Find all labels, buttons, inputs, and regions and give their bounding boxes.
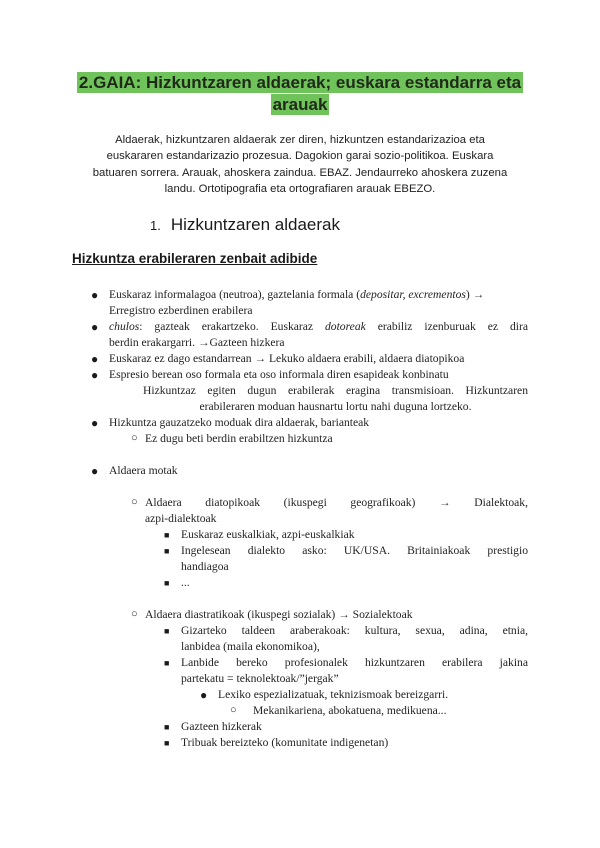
list-item-continuation: berdin erakargarri. →Gazteen hizkera <box>109 336 285 349</box>
section-title: Hizkuntzaren aldaerak <box>170 215 340 234</box>
page-title <box>60 72 540 116</box>
square-bullet-icon: ■ <box>164 530 170 540</box>
bullet-icon: ● <box>91 320 99 334</box>
title-line-2: arauak <box>272 95 328 114</box>
sub-list-item: Aldaera diatopikoak (ikuspegi geografikoak) → Dialektoak, <box>145 496 528 509</box>
sub-sub-list-item: Lanbide bereko profesionalek hizkuntzaren erabilera jakina <box>181 656 528 669</box>
intro-line: Aldaerak, hizkuntzaren aldaerak zer diren, hizkuntzen estandarizazioa eta <box>115 134 485 146</box>
sub-sub-list-item: Gazteen hizkerak <box>181 720 262 733</box>
section-heading <box>150 215 340 235</box>
square-bullet-icon: ■ <box>164 546 170 556</box>
bullet-icon: ● <box>91 352 99 366</box>
square-bullet-icon: ■ <box>164 722 170 732</box>
bullet-icon: ● <box>91 288 99 302</box>
list-item: Hizkuntza gauzatzeko moduak dira aldaerak, barianteak <box>109 416 370 429</box>
list-item-continuation: Erregistro ezberdinen erabilera <box>109 304 253 317</box>
circle-bullet-icon: ○ <box>131 608 138 620</box>
level-5-list-item: Mekanikariena, abokatuena, medikuena... <box>253 704 447 717</box>
level-4-list-item: Lexiko espezializatuak, teknizismoak bereizgarri. <box>218 688 449 701</box>
list-item: Euskaraz informalagoa (neutroa), gaztelania formala (depositar, excrementos) → <box>109 288 485 301</box>
sub-sub-list-item: Ingelesean dialekto asko: UK/USA. Britainiakoak prestigio <box>181 544 528 557</box>
sub-sub-list-item: Tribuak bereizteko (komunitate indigenetan) <box>181 736 389 749</box>
sub-list-item: Aldaera diastratikoak (ikuspegi sozialak) → Sozialektoak <box>145 608 413 621</box>
bullet-icon: ● <box>91 464 99 478</box>
list-item: Espresio berean oso formala eta oso informala diren esapideak konbinatu <box>109 368 449 381</box>
sub-sub-list-item: ... <box>181 576 190 589</box>
list-item: chulos: gazteak erakartzeko. Euskaraz dotoreak erabiliz izenburuak ez dira <box>109 320 528 333</box>
list-item: Aldaera motak <box>109 464 178 477</box>
square-bullet-icon: ■ <box>164 738 170 748</box>
intro-line: euskararen estandarizazio prozesua. Dagokion garai sozio-politikoa. Euskara <box>106 150 494 163</box>
subheading: Hizkuntza erabileraren zenbait adibide <box>72 251 318 266</box>
list-item: Euskaraz ez dago estandarrean → Lekuko aldaera erabili, aldaera diatopikoa <box>109 352 465 365</box>
circle-bullet-icon: ○ <box>131 432 138 444</box>
sub-sub-list-item-continuation: partekatu = teknolektoak/”jergak” <box>181 672 339 685</box>
circle-bullet-icon: ○ <box>230 704 237 716</box>
intro-line: batuaren sorrera. Arauak, ahoskera zaindua. EBAZ. Jendaurreko ahoskera zuzena <box>92 166 508 179</box>
sub-list-item: Ez dugu beti berdin erabiltzen hizkuntza <box>145 432 333 445</box>
square-bullet-icon: ■ <box>164 658 170 668</box>
section-number: 1. <box>150 218 161 233</box>
sub-sub-list-item-continuation: handiagoa <box>181 560 229 573</box>
intro-paragraph <box>86 132 514 197</box>
circle-bullet-icon: ○ <box>131 496 138 508</box>
sub-list-item-continuation: azpi-dialektoak <box>145 512 217 525</box>
bullet-icon: ● <box>91 416 99 430</box>
list-item-continuation: Hizkuntzaz egiten dugun erabilerak eragina transmisioan. Hizkuntzaren <box>143 384 528 397</box>
intro-line: landu. Ortotipografia eta ortografiaren arauak EBEZO. <box>164 182 436 195</box>
sub-sub-list-item-continuation: lanbidea (maila ekonomikoa), <box>181 640 320 653</box>
square-bullet-icon: ■ <box>164 626 170 636</box>
title-line-1: 2.GAIA: Hizkuntzaren aldaerak; euskara estandarra eta <box>78 73 522 92</box>
bullet-icon: ● <box>91 368 99 382</box>
bullet-icon: ● <box>200 688 208 702</box>
sub-sub-list-item: Gizarteko taldeen araberakoak: kultura, sexua, adina, etnia, <box>181 624 528 637</box>
square-bullet-icon: ■ <box>164 578 170 588</box>
list-item-continuation: erabileraren moduan hausnartu lortu nahi duguna lortzeko. <box>199 400 472 413</box>
sub-sub-list-item: Euskaraz euskalkiak, azpi-euskalkiak <box>181 528 355 541</box>
